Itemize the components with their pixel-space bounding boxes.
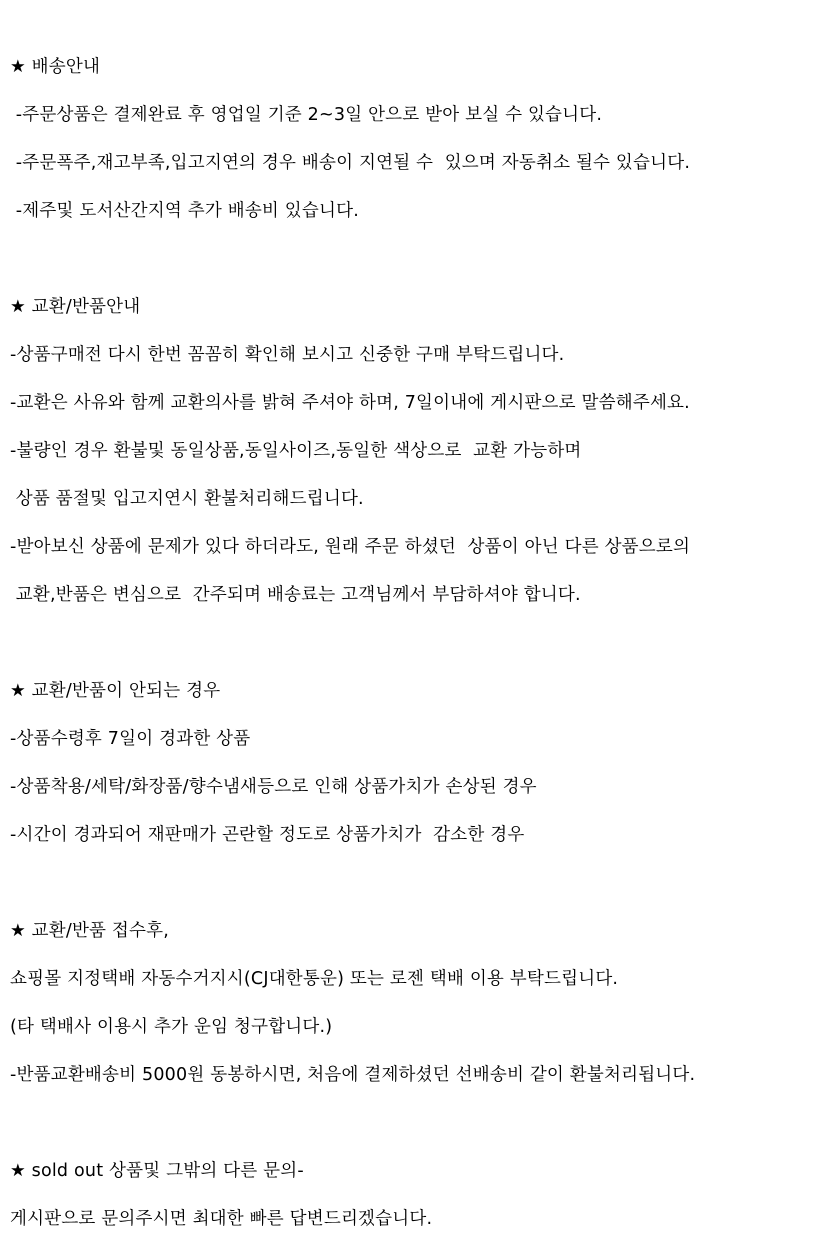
exchange-line-5: -받아보신 상품에 문제가 있다 하더라도, 원래 주문 하셨던 상품이 아닌 다른 상품으로의 [10,537,691,557]
section-heading-shipping: ★ 배송안내 [10,57,101,77]
no-exchange-line-3: -시간이 경과되어 재판매가 곤란할 정도로 상품가치가 감소한 경우 [10,825,525,845]
exchange-line-3: -불량인 경우 환불및 동일상품,동일사이즈,동일한 색상으로 교환 가능하며 [10,441,582,461]
no-exchange-line-1: -상품수령후 7일이 경과한 상품 [10,729,251,749]
exchange-line-1: -상품구매전 다시 한번 꼼꼼히 확인해 보시고 신중한 구매 부탁드립니다. [10,345,565,365]
other-inquiry-line-1: 게시판으로 문의주시면 최대한 빠른 답변드리겠습니다. [10,1209,433,1229]
exchange-line-4: 상품 품절및 입고지연시 환불처리해드립니다. [10,489,364,509]
shipping-line-3: -제주및 도서산간지역 추가 배송비 있습니다. [10,201,359,221]
shipping-line-1: -주문상품은 결제완료 후 영업일 기준 2~3일 안으로 받아 보실 수 있습니다. [10,105,603,125]
exchange-line-6: 교환,반품은 변심으로 간주되며 배송료는 고객님께서 부담하셔야 합니다. [10,585,581,605]
exchange-line-2: -교환은 사유와 함께 교환의사를 밝혀 주셔야 하며, 7일이내에 게시판으로 말씀해주세요. [10,393,690,413]
after-receipt-line-3: -반품교환배송비 5000원 동봉하시면, 처음에 결제하셨던 선배송비 같이 환불처리됩니다. [10,1065,696,1085]
after-receipt-line-2: (타 택배사 이용시 추가 운임 청구합니다.) [10,1017,333,1037]
section-heading-after-receipt: ★ 교환/반품 접수후, [10,921,170,941]
after-receipt-line-1: 쇼핑몰 지정택배 자동수거지시(CJ대한통운) 또는 로젠 택배 이용 부탁드립니다. [10,969,619,989]
no-exchange-line-2: -상품착용/세탁/화장품/향수냄새등으로 인해 상품가치가 손상된 경우 [10,777,537,797]
section-heading-exchange-return: ★ 교환/반품안내 [10,297,141,317]
section-heading-other-inquiry: ★ sold out 상품및 그밖의 다른 문의- [10,1161,304,1181]
section-heading-no-exchange: ★ 교환/반품이 안되는 경우 [10,681,221,701]
shipping-line-2: -주문폭주,재고부족,입고지연의 경우 배송이 지연될 수 있으며 자동취소 될수 있습니다. [10,153,691,173]
